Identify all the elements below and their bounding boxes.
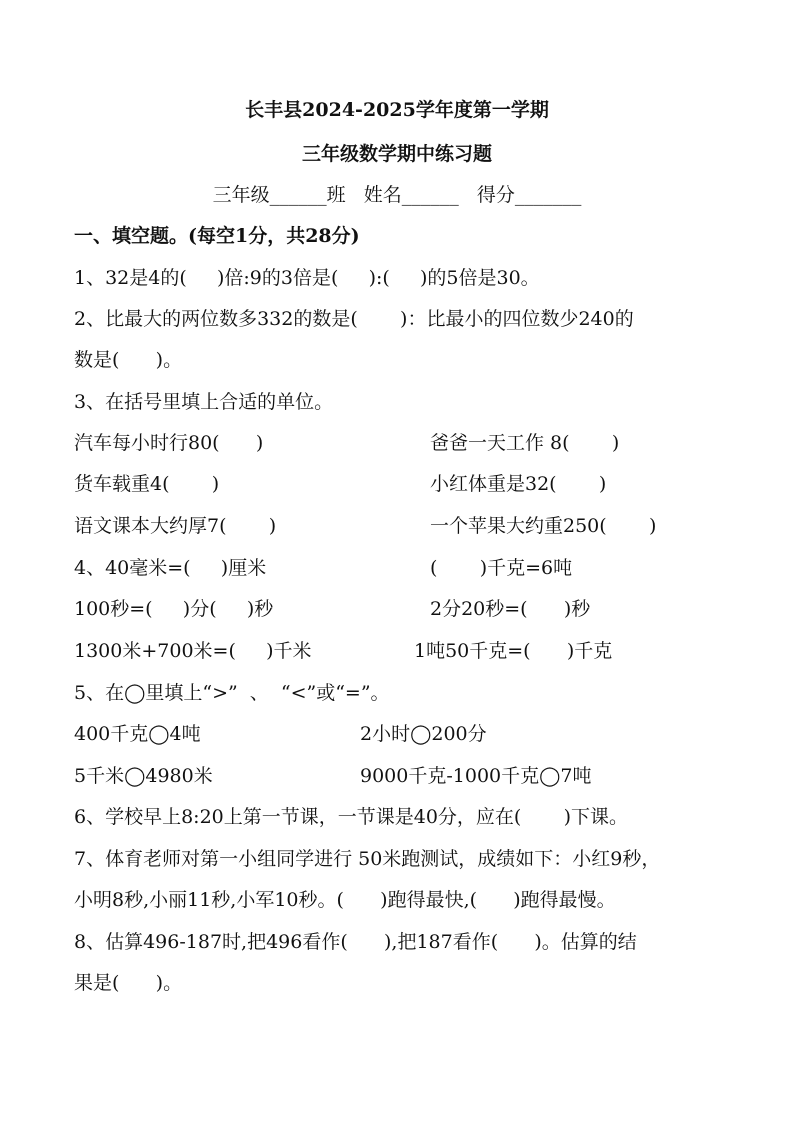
question-1: 1、32是4的( )倍:9的3倍是( ):( )的5倍是30。 (74, 267, 540, 289)
q5-item: 5千米◯4980米 (74, 765, 213, 787)
q5-item: 400千克◯4吨 (74, 723, 201, 745)
q4-item: 2分20秒=( )秒 (430, 598, 591, 620)
q4-item: ( )千克=6吨 (430, 557, 573, 579)
q4-item: 100秒=( )分( )秒 (74, 598, 274, 620)
question-2-line-1: 2、比最大的两位数多332的数是( )：比最小的四位数少240的 (74, 308, 634, 330)
question-5: 5、在◯里填上“>” 、 “<”或“=”。 (74, 682, 390, 704)
q4-item: 1吨50千克=( )千克 (414, 640, 613, 662)
question-8-line-2: 果是( )。 (74, 972, 183, 994)
q3-item: 爸爸一天工作 8( ) (430, 432, 620, 454)
q3-item: 货车载重4( ) (74, 473, 220, 495)
q5-item: 9000千克-1000千克◯7吨 (360, 765, 592, 787)
q3-item: 小红体重是32( ) (430, 473, 607, 495)
q5-item: 2小时◯200分 (360, 723, 487, 745)
question-8-line-1: 8、估算496-187时,把496看作( ),把187看作( )。估算的结 (74, 931, 637, 953)
exam-subtitle: 三年级数学期中练习题 (301, 143, 492, 165)
section-heading-fill-blank: 一、填空题。(每空1分，共28分) (74, 225, 360, 247)
question-3: 3、在括号里填上合适的单位。 (74, 391, 334, 413)
question-7-line-1: 7、体育老师对第一小组同学进行 50米跑测试，成绩如下：小红9秒， (74, 848, 661, 870)
q4-item: 1300米+700米=( )千米 (74, 640, 312, 662)
q3-item: 语文课本大约厚7( ) (74, 515, 277, 537)
question-2-line-2: 数是( )。 (74, 349, 183, 371)
question-7-line-2: 小明8秒,小丽11秒,小军10秒。( )跑得最快,( )跑得最慢。 (74, 889, 616, 911)
student-info-line: 三年级______班 姓名______ 得分_______ (212, 184, 582, 206)
q3-item: 汽车每小时行80( ) (74, 432, 264, 454)
question-6: 6、学校早上8:20上第一节课，一节课是40分，应在( )下课。 (74, 806, 629, 828)
q4-item: 4、40毫米=( )厘米 (74, 557, 267, 579)
q3-item: 一个苹果大约重250( ) (430, 515, 657, 537)
exam-title: 长丰县2024-2025学年度第一学期 (245, 99, 549, 121)
